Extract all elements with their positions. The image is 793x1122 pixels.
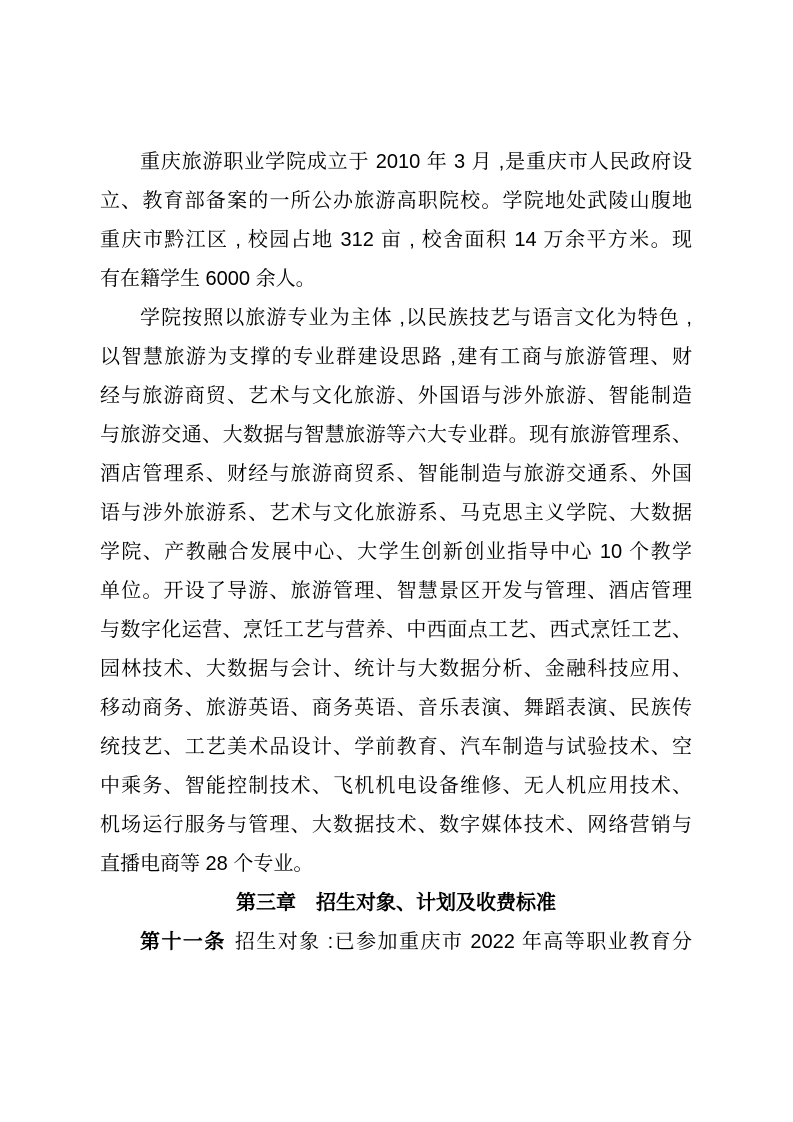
text-line: 有在籍学生 6000 余人。	[100, 268, 316, 290]
text-line: 直播电商等 28 个专业。	[100, 853, 314, 875]
article-line	[100, 923, 692, 962]
text-line: 与旅游交通、大数据与智慧旅游等六大专业群。现有旅游管理系、	[100, 424, 692, 446]
text-line: 与数字化运营、烹饪工艺与营养、中西面点工艺、西式烹饪工艺、	[100, 619, 692, 641]
text-line: 机场运行服务与管理、大数据技术、数字媒体技术、网络营销与	[100, 814, 692, 836]
text-line: 以智慧旅游为支撑的专业群建设思路 ,建有工商与旅游管理、财	[100, 346, 692, 368]
text-line: 中乘务、智能控制技术、飞机机电设备维修、无人机应用技术、	[100, 775, 692, 797]
text-line: 重庆旅游职业学院成立于 2010 年 3 月 ,是重庆市人民政府设	[140, 151, 692, 173]
document-body	[100, 143, 692, 962]
text-line: 语与涉外旅游系、艺术与文化旅游系、马克思主义学院、大数据	[100, 502, 692, 524]
chapter-heading: 第三章 招生对象、计划及收费标准	[236, 892, 556, 914]
article-number: 第十一条	[140, 931, 226, 953]
text-line: 酒店管理系、财经与旅游商贸系、智能制造与旅游交通系、外国	[100, 463, 692, 485]
text-line: 单位。开设了导游、旅游管理、智慧景区开发与管理、酒店管理	[100, 580, 692, 602]
article-text: 招生对象 :已参加重庆市 2022 年高等职业教育分	[234, 931, 693, 953]
text-line: 经与旅游商贸、艺术与文化旅游、外国语与涉外旅游、智能制造	[100, 385, 692, 407]
text-line: 重庆市黔江区 , 校园占地 312 亩 , 校舍面积 14 万余平方米。现	[100, 229, 692, 251]
text-line: 移动商务、旅游英语、商务英语、音乐表演、舞蹈表演、民族传	[100, 697, 692, 719]
text-line: 学院按照以旅游专业为主体 ,以民族技艺与语言文化为特色 ,	[140, 307, 692, 329]
text-line: 立、教育部备案的一所公办旅游高职院校。学院地处武陵山腹地	[100, 190, 692, 212]
text-line: 学院、产教融合发展中心、大学生创新创业指导中心 10 个教学	[100, 541, 692, 563]
text-line: 统技艺、工艺美术品设计、学前教育、汽车制造与试验技术、空	[100, 736, 692, 758]
text-line: 园林技术、大数据与会计、统计与大数据分析、金融科技应用、	[100, 658, 692, 680]
